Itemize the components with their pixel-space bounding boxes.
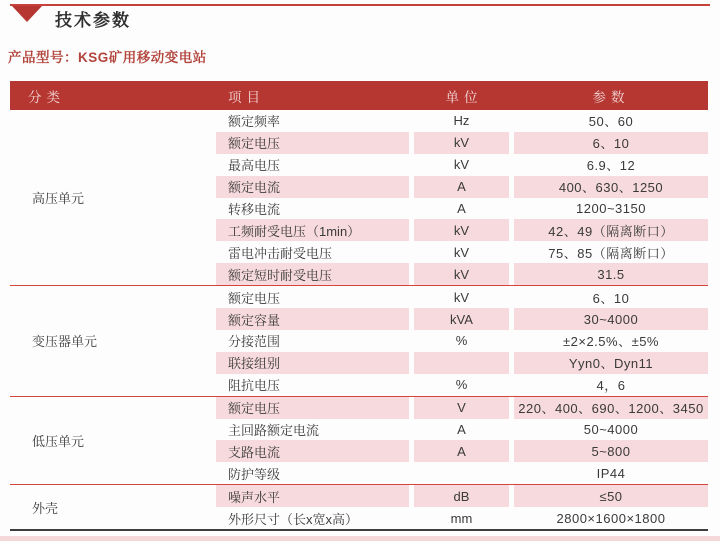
unit-cell: kV bbox=[453, 244, 470, 260]
item-cell: 阻抗电压 bbox=[228, 378, 281, 394]
param-cell: Yyn0、Dyn11 bbox=[514, 352, 708, 374]
unit-cell bbox=[414, 352, 509, 374]
unit-cell: kV bbox=[453, 157, 470, 173]
category-cell: 变压器单元 bbox=[10, 286, 211, 396]
unit-cell: % bbox=[455, 333, 468, 349]
unit-cell: kVA bbox=[414, 308, 509, 330]
param-cell: 220、400、690、1200、3450 bbox=[514, 397, 708, 419]
item-cell: 最高电压 bbox=[228, 158, 281, 174]
category-cell: 外壳 bbox=[10, 485, 211, 529]
header-param: 参数 bbox=[592, 89, 630, 105]
header-item: 项目 bbox=[228, 89, 265, 105]
unit-cell: kV bbox=[453, 289, 470, 305]
param-cell: 50~4000 bbox=[583, 422, 639, 438]
unit-cell: A bbox=[414, 440, 509, 462]
param-cell: 1200~3150 bbox=[576, 201, 646, 216]
bottom-pink-strip bbox=[0, 536, 720, 541]
item-cell: 噪声水平 bbox=[216, 485, 409, 507]
header-category: 分类 bbox=[28, 89, 65, 105]
item-cell: 额定电流 bbox=[216, 176, 409, 198]
param-cell: 2800×1600×1800 bbox=[556, 510, 666, 526]
table-section bbox=[10, 110, 708, 285]
table-section bbox=[10, 285, 708, 396]
param-cell: 6、10 bbox=[514, 132, 708, 154]
item-cell: 额定电压 bbox=[216, 132, 409, 154]
table-header-row bbox=[10, 81, 708, 110]
item-cell: 外形尺寸（长x宽x高） bbox=[228, 511, 359, 527]
header-unit: 单位 bbox=[445, 89, 483, 105]
param-cell: 50、60 bbox=[588, 114, 634, 130]
param-cell: 6、10 bbox=[592, 290, 630, 306]
category-cell: 低压单元 bbox=[10, 397, 211, 485]
unit-cell: dB bbox=[414, 485, 509, 507]
unit-cell: Hz bbox=[453, 113, 470, 129]
product-model-line: 产品型号：KSG矿用移动变电站 bbox=[8, 50, 207, 65]
unit-cell: A bbox=[457, 201, 466, 216]
spec-table bbox=[10, 81, 708, 531]
item-cell: 防护等级 bbox=[228, 466, 281, 482]
item-cell: 主回路额定电流 bbox=[228, 423, 320, 439]
unit-cell: kV bbox=[414, 132, 509, 154]
unit-cell: kV bbox=[414, 219, 509, 241]
item-cell: 转移电流 bbox=[228, 202, 281, 217]
item-cell: 支路电流 bbox=[216, 440, 409, 462]
param-cell: ≤50 bbox=[514, 485, 708, 507]
item-cell: 额定电压 bbox=[228, 290, 281, 306]
unit-cell bbox=[414, 462, 509, 484]
unit-cell: mm bbox=[450, 510, 473, 526]
unit-cell: A bbox=[457, 422, 466, 438]
param-cell: 5~800 bbox=[514, 440, 708, 462]
spec-table-body bbox=[10, 110, 708, 529]
item-cell: 额定频率 bbox=[228, 114, 281, 130]
unit-cell: kV bbox=[414, 263, 509, 285]
item-cell: 分接范围 bbox=[228, 334, 281, 350]
param-cell: 75、85（隔离断口） bbox=[548, 245, 674, 261]
param-cell: 31.5 bbox=[514, 263, 708, 285]
unit-cell: V bbox=[414, 397, 509, 419]
triangle-down-icon bbox=[12, 6, 42, 22]
table-section bbox=[10, 396, 708, 485]
item-cell: 额定短时耐受电压 bbox=[216, 263, 409, 285]
item-cell: 联接组别 bbox=[216, 352, 409, 374]
item-cell: 额定容量 bbox=[216, 308, 409, 330]
table-section bbox=[10, 484, 708, 529]
item-cell: 额定电压 bbox=[216, 397, 409, 419]
param-cell: ±2×2.5%、±5% bbox=[562, 334, 659, 350]
param-cell: 42、49（隔离断口） bbox=[514, 219, 708, 241]
param-cell: 400、630、1250 bbox=[514, 176, 708, 198]
page-title: 技术参数 bbox=[55, 11, 131, 30]
param-cell: 4，6 bbox=[596, 378, 626, 394]
item-cell: 工频耐受电压（1min） bbox=[216, 219, 409, 241]
param-cell: 30~4000 bbox=[514, 308, 708, 330]
unit-cell: % bbox=[455, 377, 468, 393]
item-cell: 雷电冲击耐受电压 bbox=[228, 245, 333, 261]
param-cell: 6.9、12 bbox=[586, 158, 636, 174]
category-cell: 高压单元 bbox=[10, 110, 211, 285]
param-cell: IP44 bbox=[596, 465, 626, 481]
unit-cell: A bbox=[414, 176, 509, 198]
